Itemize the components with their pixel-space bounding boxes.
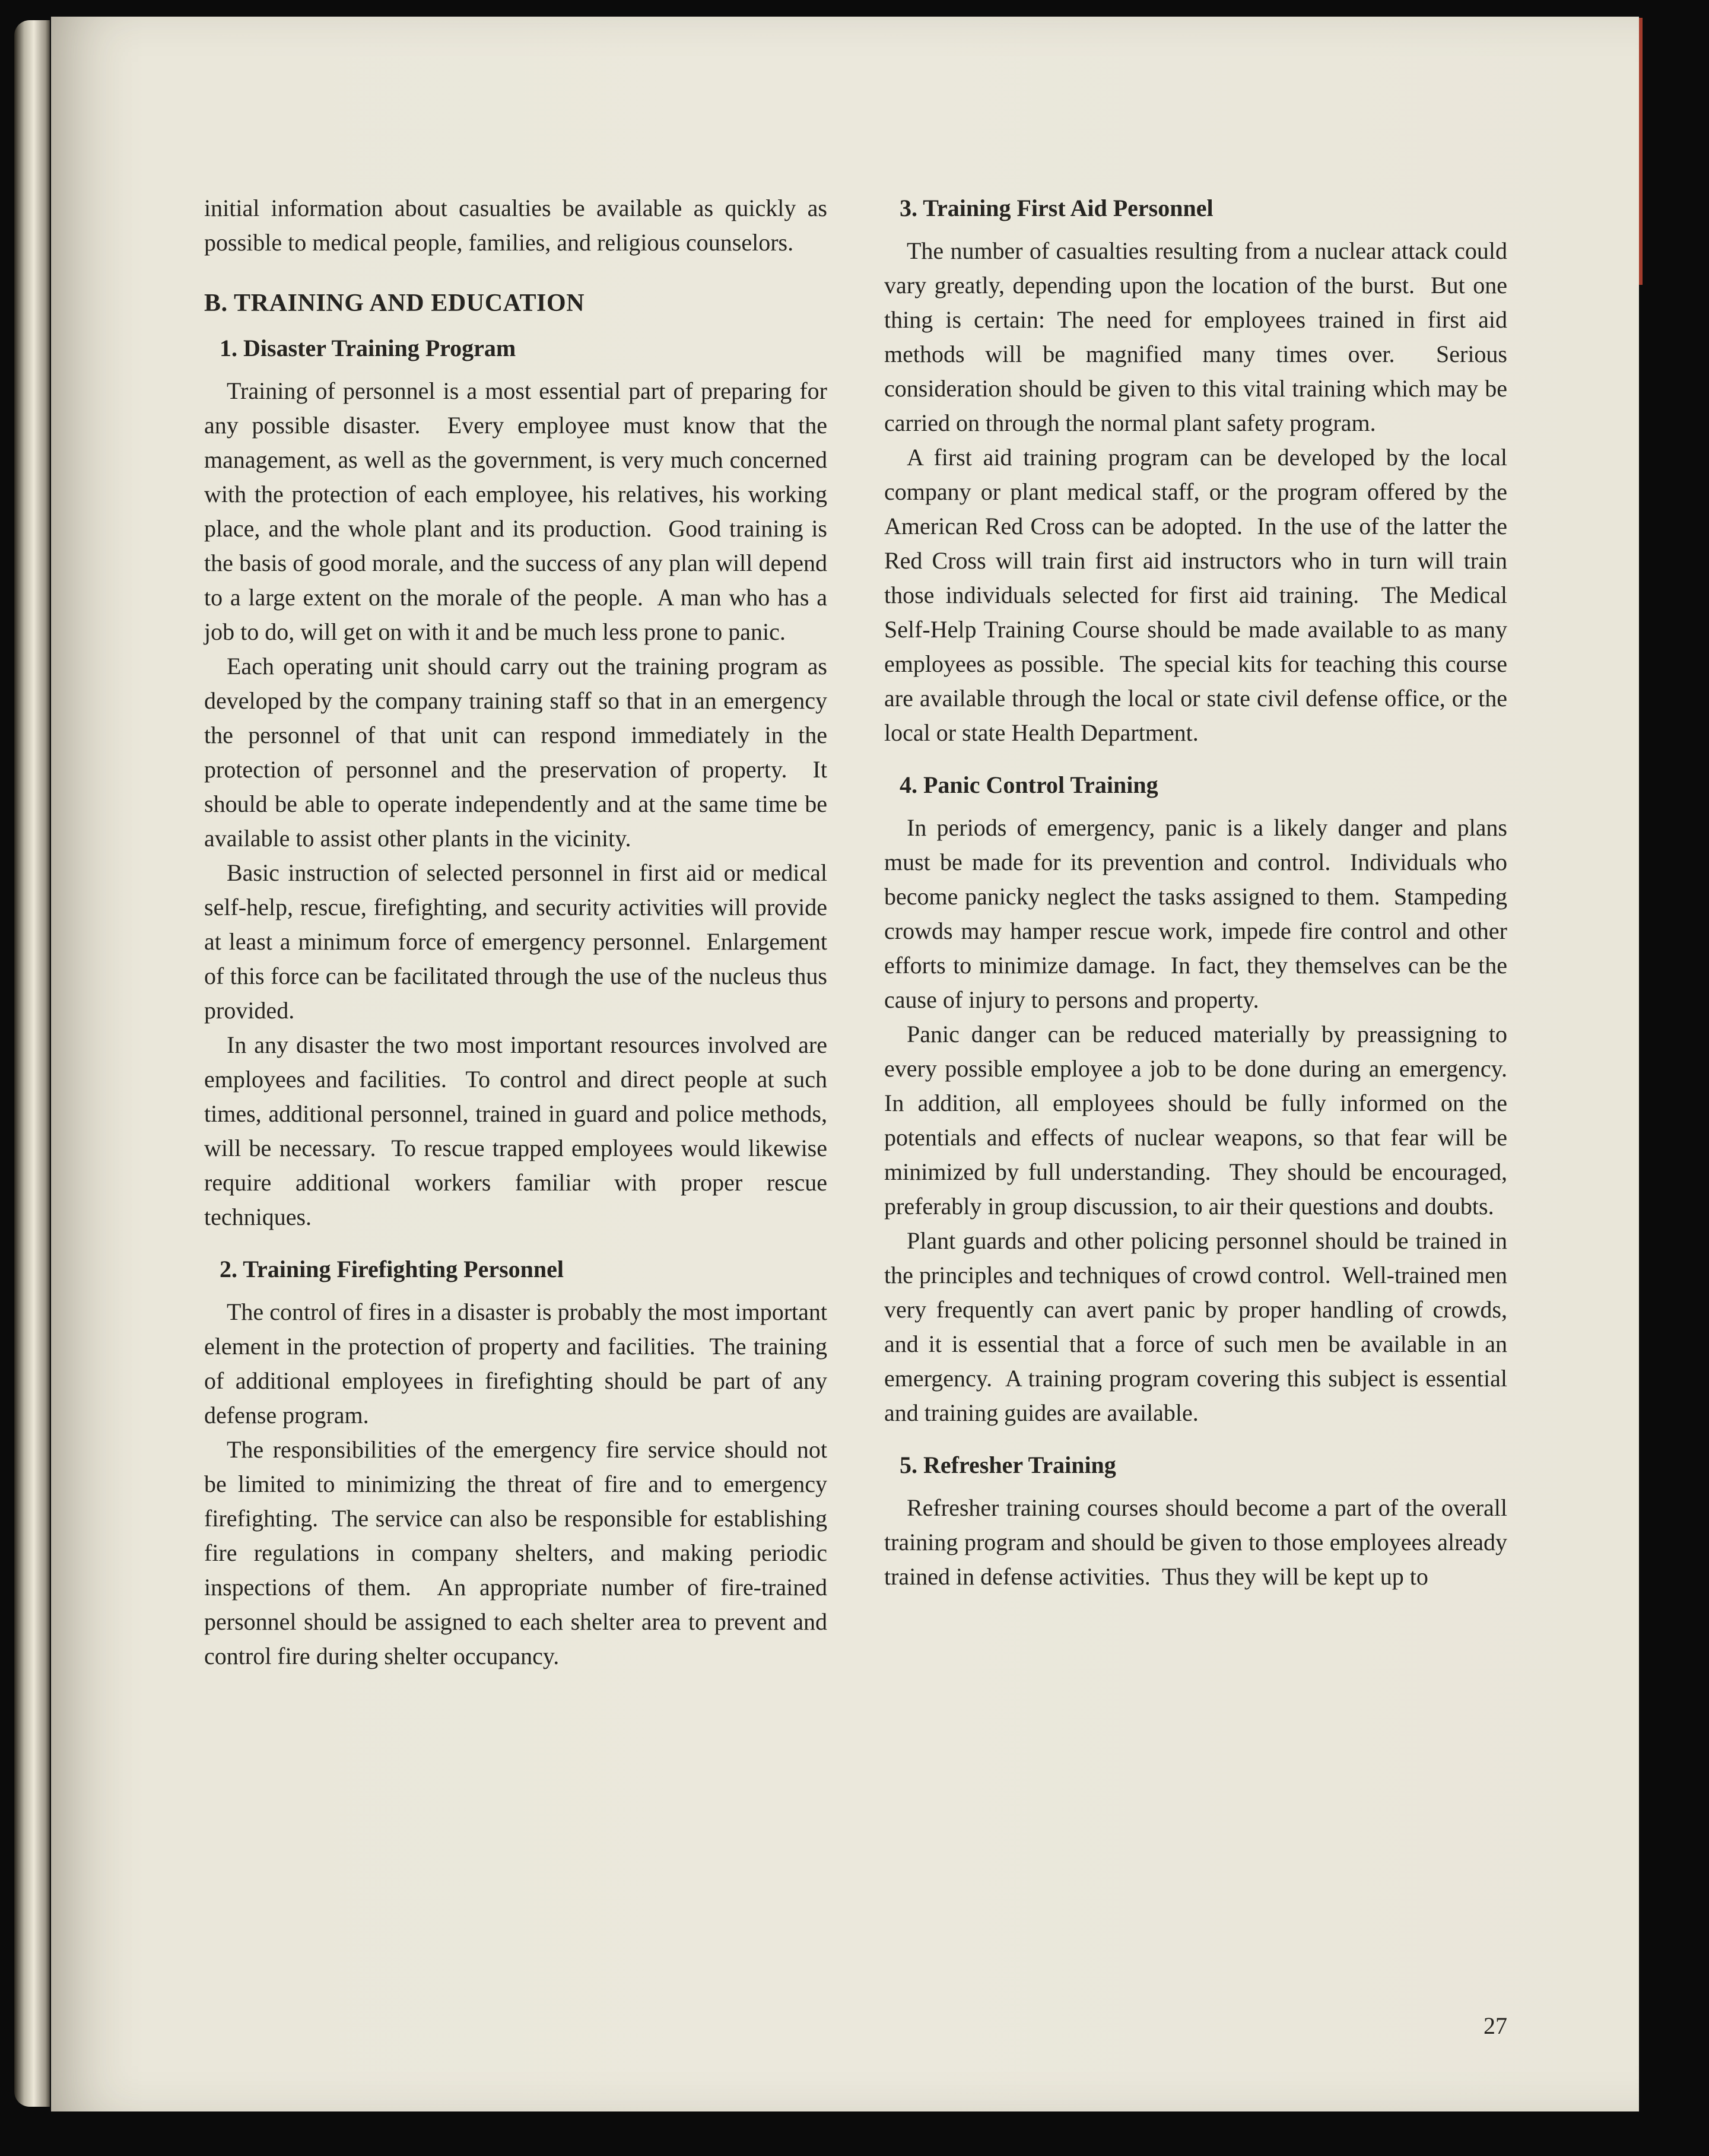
sub-heading-refresher-training: 5. Refresher Training [900,1452,1116,1478]
paragraph: Plant guards and other policing personnel should be trained in the principles and techniques of crowd control. Well-trained men very frequently can avert panic by proper handling of crowds, and it is essential that a force of such men be available in an emergency. A training program covering this subject is essential and training guides are available. [884,1227,1513,1426]
paragraph: In any disaster the two most important resources involved are employees and facilities. To control and direct people at such times, additional personnel, trained in guard and police methods, will be necessary. To rescue trapped employees would likewise require additional workers familiar with proper rescue techniques. [204,1031,833,1230]
sub-heading-disaster-training-program: 1. Disaster Training Program [220,335,516,361]
book-page-edge [14,20,50,2107]
section-heading-training-education: B. TRAINING AND EDUCATION [204,290,585,317]
left-column [204,191,833,1674]
paragraph: Basic instruction of selected personnel in first aid or medical self-help, rescue, firefighting, and security activities will provide at least a minimum force of emergency personnel. Enlargement of this force can be facilitated through the use of the nucleus thus provided. [204,859,833,1024]
text-columns [204,191,1519,1674]
right-column [884,191,1519,1674]
paragraph: In periods of emergency, panic is a likely danger and plans must be made for its prevention and control. Individuals who become panicky neglect the tasks assigned to them. Stampeding crowds may hamper rescue work, impede fire control and other efforts to minimize damage. In fact, they themselves can be the cause of injury to persons and property. [884,814,1513,1013]
paragraph: Refresher training courses should become a part of the overall training program and should be given to those employees already trained in defense activities. Thus they will be kept up to [884,1494,1513,1590]
paragraph: A first aid training program can be developed by the local company or plant medical staff, or the program offered by the American Red Cross can be adopted. In the use of the latter the Red Cross will train first aid instructors who in turn will train those individuals selected for first aid training. The Medical Self-Help Training Course should be made available to as many employees as possible. The special kits for teaching this course are available through the local or state civil defense office, or the local or state Health Department. [884,444,1513,746]
sub-heading-training-firefighting-personnel: 2. Training Firefighting Personnel [220,1256,564,1282]
sub-heading-panic-control-training: 4. Panic Control Training [900,771,1158,798]
sub-heading-training-first-aid-personnel: 3. Training First Aid Personnel [900,195,1214,221]
paragraph: Panic danger can be reduced materially by preassigning to every possible employee a job to be done during an emergency. In addition, all employees should be fully informed on the potentials and effects of nuclear weapons, so that fear will be minimized by full understanding. They should be encouraged, preferably in group discussion, to air their questions and doubts. [884,1021,1519,1220]
scanned-page [51,17,1639,2111]
page-number: 27 [1484,2012,1507,2039]
paragraph: The number of casualties resulting from a nuclear attack could vary greatly, depending upon the location of the burst. But one thing is certain: The need for employees trained in first aid methods will be magnified many times over. Serious consideration should be given to this vital training which may be carried on through the normal plant safety program. [884,237,1513,436]
paragraph: Each operating unit should carry out the training program as developed by the company training staff so that in an emergency the personnel of that unit can respond immediately in the protection of personnel and the preservation of property. It should be able to operate independently and at the same time be available to assist other plants in the vicinity. [204,653,833,852]
book-cover-red-edge [1638,18,1643,285]
paragraph: The control of fires in a disaster is probably the most important element in the protection of property and facilities. The training of additional employees in firefighting should be part of any defense program. [204,1298,833,1428]
paragraph: Training of personnel is a most essential part of preparing for any possible disaster. Every employee must know that the management, as well as the government, is very much concerned with the protection of each employee, his relatives, his working place, and the whole plant and its production. Good training is the basis of good morale, and the success of any plan will depend to a large extent on the morale of the people. A man who has a job to do, will get on with it and be much less prone to panic. [204,377,833,645]
paragraph: The responsibilities of the emergency fire service should not be limited to minimizing the threat of fire and to emergency firefighting. The service can also be responsible for establishing fire regulations in company shelters, and making periodic inspections of them. An appropriate number of fire-trained personnel should be assigned to each shelter area to prevent and control fire during shelter occupancy. [204,1436,833,1669]
paragraph-continuation: initial information about casualties be available as quickly as possible to medical people, families, and religious counselors. [204,195,833,256]
